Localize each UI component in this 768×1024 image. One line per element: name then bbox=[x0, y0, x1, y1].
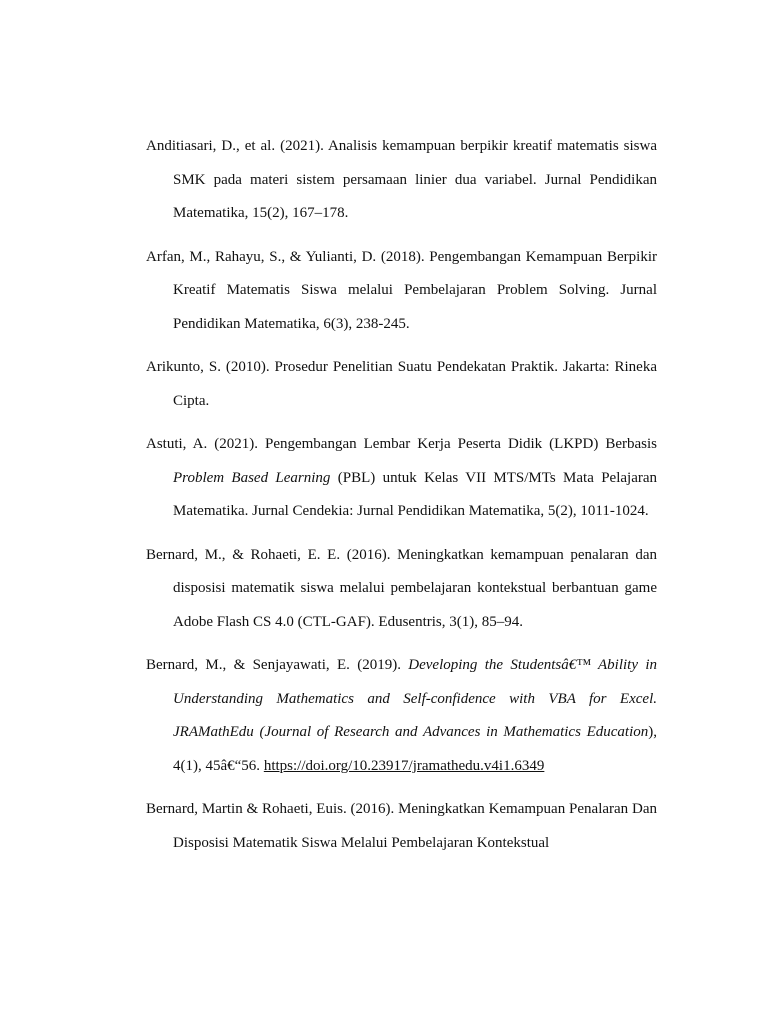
reference-text: Bernard, M., & Senjayawati, E. (2019). bbox=[146, 657, 409, 674]
reference-italic-title: Developing the Studentsâ€™ Ability in Understanding Mathematics and Self-confidence with VBA for Excel. JRAMathEdu (Journal of Research and Advances in Mathematics Education bbox=[173, 657, 657, 741]
reference-text: ), 4(1), 45â€“56. bbox=[173, 724, 657, 775]
reference-entry bbox=[146, 241, 657, 342]
reference-italic-title: Problem Based Learning bbox=[173, 469, 331, 486]
reference-list bbox=[146, 130, 657, 870]
reference-text: Bernard, Martin & Rohaeti, Euis. (2016). Meningkatkan Kemampuan Penalaran Dan Disposisi Matematik Siswa Melalui Pembelajaran Kontekstual bbox=[146, 801, 657, 852]
reference-entry bbox=[146, 130, 657, 231]
reference-text: Astuti, A. (2021). Pengembangan Lembar Kerja Peserta Didik (LKPD) Berbasis bbox=[146, 436, 657, 453]
reference-entry bbox=[146, 793, 657, 860]
doi-link[interactable]: https://doi.org/10.23917/jramathedu.v4i1.6349 bbox=[263, 758, 545, 775]
reference-text: Anditiasari, D., et al. (2021). Analisis kemampuan berpikir kreatif matematis siswa SMK pada materi sistem persamaan linier dua variabel. Jurnal Pendidikan Matematika, 15(2), 167–178. bbox=[146, 138, 657, 222]
reference-entry bbox=[146, 649, 657, 783]
reference-entry bbox=[146, 428, 657, 529]
reference-entry bbox=[146, 539, 657, 640]
reference-text: Arfan, M., Rahayu, S., & Yulianti, D. (2018). Pengembangan Kemampuan Berpikir Kreatif Matematis Siswa melalui Pembelajaran Problem Solving. Jurnal Pendidikan Matematika, 6(3), 238-245. bbox=[146, 248, 657, 332]
reference-text: (PBL) untuk Kelas VII MTS/MTs Mata Pelajaran Matematika. Jurnal Cendekia: Jurnal Pendidikan Matematika, 5(2), 1011-1024. bbox=[173, 469, 658, 520]
reference-text: Bernard, M., & Rohaeti, E. E. (2016). Meningkatkan kemampuan penalaran dan disposisi matematik siswa melalui pembelajaran kontekstual berbantuan game Adobe Flash CS 4.0 (CTL-GAF). Edusentris, 3(1), 85–94. bbox=[146, 546, 657, 630]
reference-text: Arikunto, S. (2010). Prosedur Penelitian Suatu Pendekatan Praktik. Jakarta: Rineka Cipta. bbox=[146, 359, 657, 409]
reference-entry bbox=[146, 351, 657, 418]
